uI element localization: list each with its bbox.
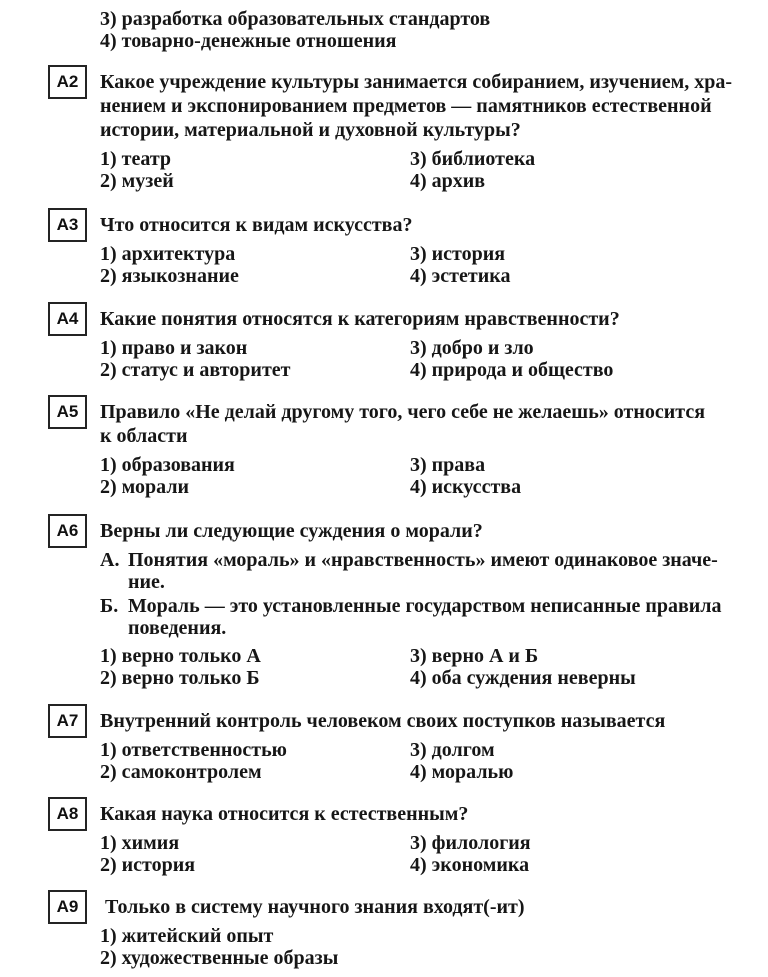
question-number-box <box>48 704 87 738</box>
answer-options <box>100 739 768 783</box>
question-number-box <box>48 302 87 336</box>
answer-option: 1) театр <box>100 148 172 170</box>
question-number-box <box>48 208 87 242</box>
question-number-box <box>48 890 87 924</box>
statement-b <box>100 595 768 639</box>
question-text-line: Верны ли следующие суждения о морали? <box>100 520 483 542</box>
question-text-line: Какие понятия относятся к категориям нравственности? <box>100 308 620 330</box>
question-text-line: Какая наука относится к естественным? <box>100 803 469 825</box>
answer-option: 2) статус и авторитет <box>100 359 291 381</box>
answer-option: 3) разработка образовательных стандартов <box>100 8 491 30</box>
question-text-line: Внутренний контроль человеком своих поступков называется <box>100 710 666 732</box>
answer-option: 2) музей <box>100 170 174 192</box>
answer-options <box>100 832 768 876</box>
question-text-line: Правило «Не делай другому того, чего себе не желаешь» относится <box>100 401 706 423</box>
answer-option: 1) архитектура <box>100 243 236 265</box>
question-number-box <box>48 65 87 99</box>
question-number: А3 <box>56 215 79 234</box>
answer-option: 2) художественные образы <box>100 947 339 969</box>
answer-options <box>100 645 768 689</box>
answer-option: 2) верно только Б <box>100 667 260 689</box>
previous-question-options <box>0 8 768 52</box>
question-block-a8 <box>0 802 768 876</box>
answer-option: 2) самоконтролем <box>100 761 262 783</box>
answer-option: 2) морали <box>100 476 190 498</box>
question-text-line: нением и экспонированием предметов — памятников естественной <box>100 95 712 117</box>
question-number: А7 <box>56 711 79 730</box>
question-number: А4 <box>56 309 79 328</box>
answer-option: 2) языкознание <box>100 265 239 287</box>
answer-options <box>100 454 768 498</box>
answer-option: 3) библиотека <box>410 148 536 170</box>
question-number-box <box>48 395 87 429</box>
statement-a <box>100 549 768 593</box>
statements <box>100 549 768 639</box>
question-text-line: Только в систему научного знания входят(-ит) <box>105 896 525 918</box>
statement-line: Понятия «мораль» и «нравственность» имеют одинаковое значе- <box>128 549 718 571</box>
answer-option: 1) химия <box>100 832 180 854</box>
question-text-line: Какое учреждение культуры занимается собиранием, изучением, хра- <box>100 71 733 93</box>
question-number: А5 <box>56 402 79 421</box>
answer-option: 4) моралью <box>410 761 514 783</box>
answer-option: 3) права <box>410 454 486 476</box>
answer-option: 1) верно только А <box>100 645 261 667</box>
answer-option: 2) история <box>100 854 196 876</box>
question-block-a7 <box>0 709 768 783</box>
statement-line: поведения. <box>128 617 227 639</box>
answer-options <box>100 925 768 969</box>
answer-option: 3) верно А и Б <box>410 645 539 667</box>
question-number: А2 <box>56 72 79 91</box>
question-number: А9 <box>56 897 79 916</box>
question-text-line: к области <box>100 425 188 447</box>
answer-option: 4) эстетика <box>410 265 511 287</box>
answer-option: 4) природа и общество <box>410 359 614 381</box>
question-number: А6 <box>56 521 79 540</box>
statement-line: Мораль — это установленные государством неписанные правила <box>128 595 722 617</box>
answer-option: 4) архив <box>410 170 486 192</box>
answer-option: 1) право и закон <box>100 337 248 359</box>
answer-option: 3) история <box>410 243 506 265</box>
question-number-box <box>48 797 87 831</box>
statement-marker: А. <box>100 549 120 571</box>
answer-option: 4) искусства <box>410 476 522 498</box>
statement-marker: Б. <box>100 595 119 617</box>
answer-option: 1) житейский опыт <box>100 925 274 947</box>
answer-option: 4) экономика <box>410 854 530 876</box>
answer-option: 3) добро и зло <box>410 337 534 359</box>
answer-option: 4) товарно-денежные отношения <box>100 30 397 52</box>
question-block-a6 <box>0 519 768 689</box>
question-block-a9 <box>0 895 768 969</box>
question-block-a3 <box>0 213 768 287</box>
answer-options <box>100 243 768 287</box>
statement-line: ние. <box>128 571 165 593</box>
question-text-line: истории, материальной и духовной культуры? <box>100 119 521 141</box>
question-number: А8 <box>56 804 79 823</box>
question-text-line: Что относится к видам искусства? <box>100 214 413 236</box>
question-block-a5 <box>0 400 768 498</box>
answer-option: 3) филология <box>410 832 531 854</box>
question-block-a4 <box>0 307 768 381</box>
question-number-box <box>48 514 87 548</box>
answer-option: 1) ответственностью <box>100 739 287 761</box>
question-block-a2 <box>0 70 768 192</box>
answer-option: 4) оба суждения неверны <box>410 667 636 689</box>
answer-options <box>100 148 768 192</box>
answer-option: 1) образования <box>100 454 235 476</box>
answer-options <box>100 337 768 381</box>
answer-option: 3) долгом <box>410 739 495 761</box>
